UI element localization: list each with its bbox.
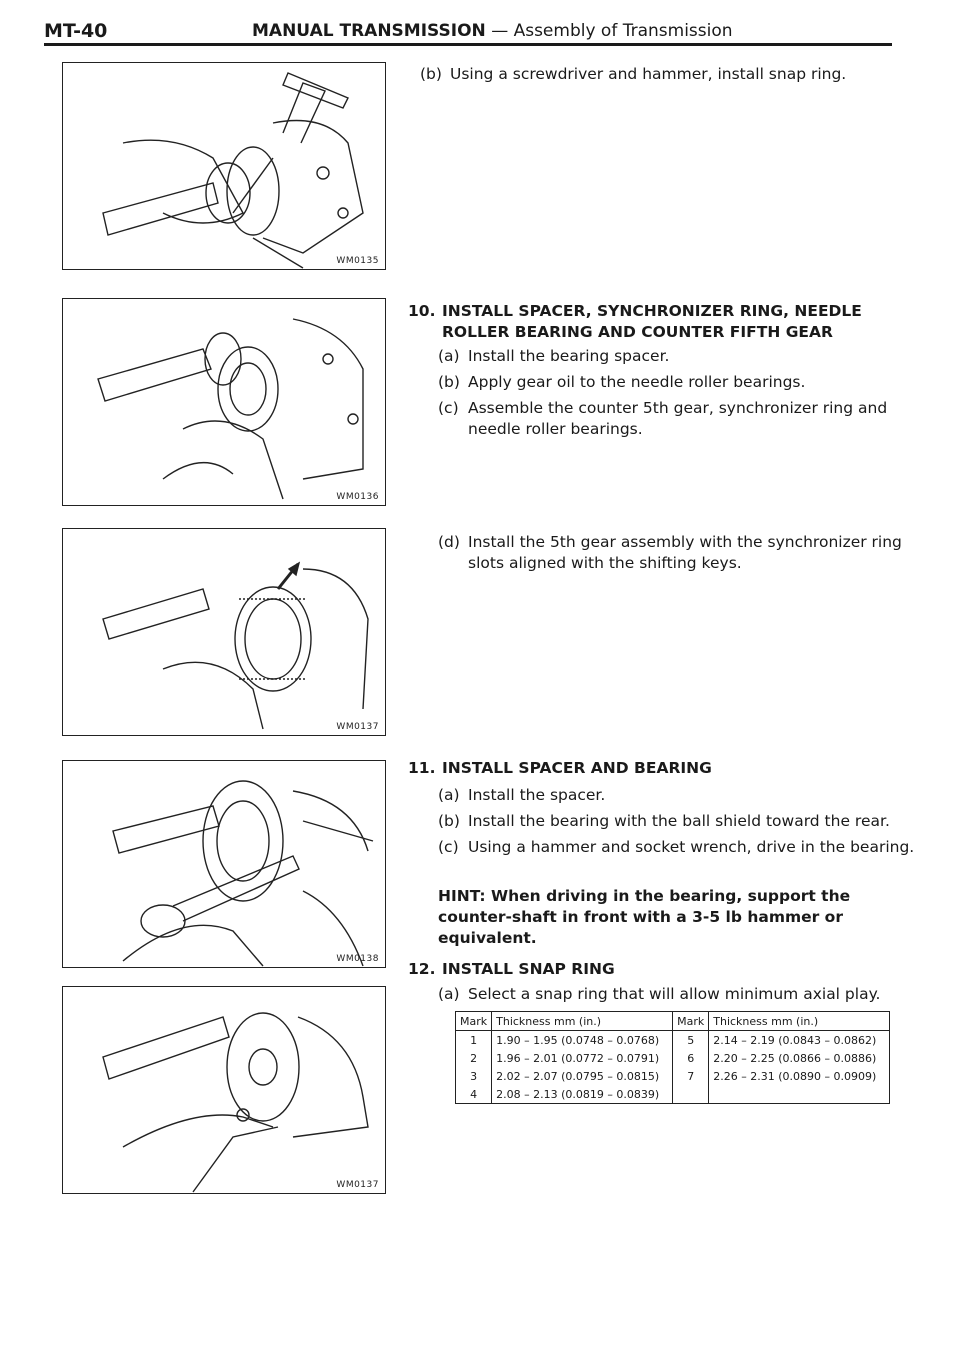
sub-letter: (b) bbox=[438, 373, 460, 391]
mark-cell bbox=[673, 1085, 709, 1104]
sub-letter: (c) bbox=[438, 838, 459, 856]
figure-id: WM0136 bbox=[336, 492, 379, 502]
sub-letter: (b) bbox=[438, 812, 460, 830]
sub-text: Install the bearing with the ball shield toward the rear. bbox=[468, 812, 890, 830]
mark-cell: 5 bbox=[673, 1031, 709, 1050]
hint-note: HINT: When driving in the bearing, support the counter-shaft in front with a 3-5 lb hammer or equivalent. bbox=[438, 887, 851, 947]
thickness-cell bbox=[709, 1085, 890, 1104]
step-number: 11. bbox=[408, 759, 436, 777]
mark-cell: 3 bbox=[456, 1067, 492, 1085]
sub-text: Apply gear oil to the needle roller bearings. bbox=[468, 373, 806, 391]
sub-text: Install the spacer. bbox=[468, 786, 606, 804]
section-title: MANUAL TRANSMISSION bbox=[252, 21, 486, 41]
figure-snap-ring-final bbox=[62, 986, 386, 1194]
sub-letter: (a) bbox=[438, 985, 460, 1003]
thickness-cell: 2.14 – 2.19 (0.0843 – 0.0862) bbox=[713, 1033, 877, 1047]
thickness-cell: 2.08 – 2.13 (0.0819 – 0.0839) bbox=[492, 1085, 673, 1104]
subsection-title: — Assembly of Transmission bbox=[491, 21, 733, 41]
step-number: 12. bbox=[408, 960, 436, 978]
sub-letter: (c) bbox=[438, 399, 459, 417]
thickness-cell: 2.26 – 2.31 (0.0890 – 0.0909) bbox=[713, 1069, 877, 1083]
illustration-hammer-screwdriver bbox=[63, 63, 385, 269]
col-thickness: Thickness mm (in.) bbox=[709, 1012, 890, 1031]
table-row bbox=[456, 1085, 890, 1104]
step-title: INSTALL SPACER AND BEARING bbox=[442, 759, 712, 777]
col-thickness: Thickness mm (in.) bbox=[492, 1012, 673, 1031]
sub-letter: (d) bbox=[438, 533, 460, 551]
thickness-cell: 2.02 – 2.07 (0.0795 – 0.0815) bbox=[492, 1067, 673, 1085]
table-row bbox=[456, 1067, 890, 1085]
sub-text: Using a hammer and socket wrench, drive in the bearing. bbox=[468, 838, 915, 856]
figure-bearing-drive bbox=[62, 760, 386, 968]
thickness-cell: 2.20 – 2.25 (0.0866 – 0.0886) bbox=[713, 1051, 877, 1065]
mark-cell: 4 bbox=[456, 1085, 492, 1104]
page-code: MT-40 bbox=[44, 20, 108, 42]
thickness-cell: 1.96 – 2.01 (0.0772 – 0.0791) bbox=[492, 1049, 673, 1067]
mark-cell: 6 bbox=[673, 1049, 709, 1067]
step-11-heading bbox=[408, 758, 908, 780]
page-title bbox=[252, 21, 733, 41]
illustration-bearing-drive bbox=[63, 761, 385, 967]
thickness-cell: 1.90 – 1.95 (0.0748 – 0.0768) bbox=[492, 1031, 673, 1050]
header-rule bbox=[44, 43, 892, 46]
figure-id: WM0137 bbox=[336, 722, 379, 732]
mark-cell: 1 bbox=[456, 1031, 492, 1050]
step-12-heading bbox=[408, 959, 908, 981]
sub-letter: (a) bbox=[438, 347, 460, 365]
sub-text: Install the 5th gear assembly with the synchronizer ring slots aligned with the shifting keys. bbox=[468, 533, 902, 572]
illustration-fifth-gear bbox=[63, 529, 385, 735]
step-10-heading bbox=[408, 301, 908, 345]
figure-needle-bearing bbox=[62, 298, 386, 506]
illustration-needle-bearing bbox=[63, 299, 385, 505]
step-title: INSTALL SPACER, SYNCHRONIZER RING, NEEDLE ROLLER BEARING AND COUNTER FIFTH GEAR bbox=[442, 302, 862, 341]
sub-text: Assemble the counter 5th gear, synchronizer ring and needle roller bearings. bbox=[468, 399, 888, 438]
snap-ring-table bbox=[455, 1011, 890, 1104]
sub-letter: (a) bbox=[438, 786, 460, 804]
page-header bbox=[44, 20, 892, 44]
col-mark: Mark bbox=[673, 1012, 709, 1031]
sub-letter: (b) bbox=[420, 65, 442, 83]
mark-cell: 7 bbox=[673, 1067, 709, 1085]
sub-text: Install the bearing spacer. bbox=[468, 347, 670, 365]
step-title: INSTALL SNAP RING bbox=[442, 960, 615, 978]
mark-cell: 2 bbox=[456, 1049, 492, 1067]
col-mark: Mark bbox=[456, 1012, 492, 1031]
illustration-snap-ring-pliers bbox=[63, 987, 385, 1193]
table-row bbox=[456, 1049, 890, 1067]
table-row bbox=[456, 1031, 890, 1050]
table-header-row bbox=[456, 1012, 890, 1031]
figure-id: WM0137 bbox=[336, 1180, 379, 1190]
step-number: 10. bbox=[408, 302, 436, 320]
sub-text: Select a snap ring that will allow minimum axial play. bbox=[468, 985, 881, 1003]
figure-id: WM0138 bbox=[336, 954, 379, 964]
sub-text: Using a screwdriver and hammer, install snap ring. bbox=[450, 65, 847, 83]
figure-id: WM0135 bbox=[336, 256, 379, 266]
figure-snap-ring-install bbox=[62, 62, 386, 270]
figure-fifth-gear bbox=[62, 528, 386, 736]
